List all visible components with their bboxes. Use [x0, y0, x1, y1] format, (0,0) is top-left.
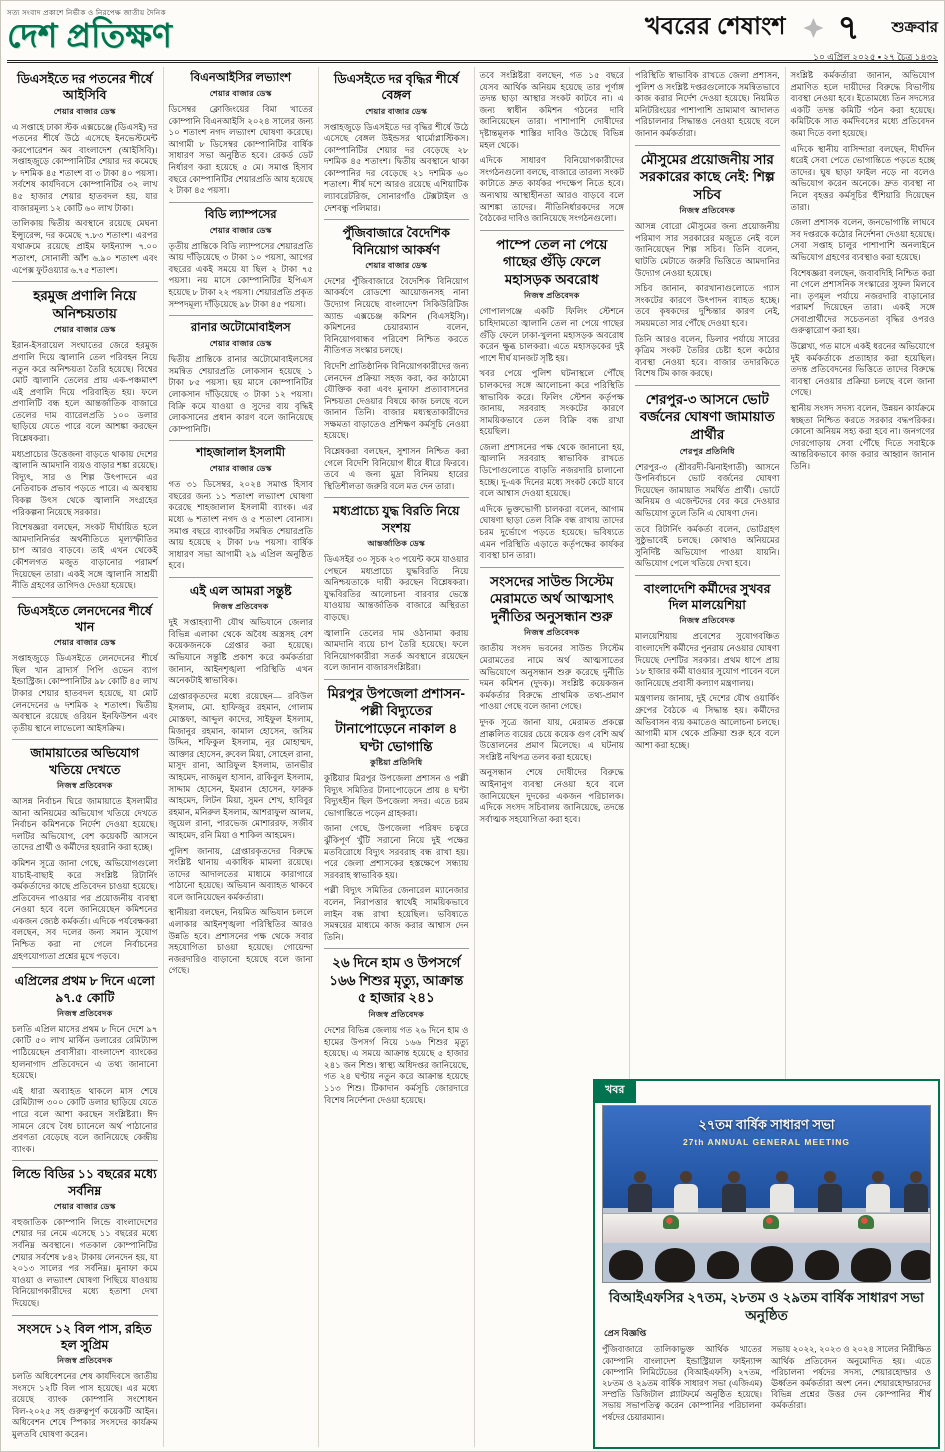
article-byline: আন্তর্জাতিক ডেস্ক	[367, 538, 425, 548]
article-byline: শেয়ার বাজার ডেস্ক	[53, 325, 116, 335]
audience-head	[901, 1250, 931, 1280]
article-byline: নিজস্ব প্রতিবেদক	[56, 780, 113, 790]
flower-bouquet	[858, 1215, 874, 1229]
article-byline: শেরপুর প্রতিনিধি	[679, 446, 735, 456]
article-byline: শেয়ার বাজার ডেস্ক	[53, 106, 116, 116]
photo-news-box	[593, 1079, 940, 1449]
article	[635, 145, 780, 380]
masthead	[7, 5, 938, 63]
article-byline: শেয়ার বাজার ডেস্ক	[365, 260, 428, 270]
article-byline: নিজস্ব প্রতিবেদক	[56, 1356, 113, 1366]
article	[169, 202, 314, 311]
article-paragraph: গত ৩১ ডিসেম্বর, ২০২৪ সমাপ্ত হিসাব বছরের জন্য ১১ শতাংশ লভ্যাংশ ঘোষণা করেছে শাহজালাল ইসলামী ব্যাংক। এর মধ্যে ৬ শতাংশ নগদ ও ৫ শতাংশ বোনাস। সমাপ্ত বছরে ব্যাংকটির সমন্বিত শেয়ারপ্রতি আয় হয়েছে ২ টাকা ৮৬ পয়সা। বার্ষিক সাধারণ সভা আগামী ২৯ এপ্রিল অনুষ্ঠিত হবে।	[168, 479, 313, 571]
article	[169, 315, 314, 435]
article	[12, 597, 158, 735]
article-paragraph: জ্বালানি তেলের দাম ওঠানামা করায় আমদানি ব্যয়ে চাপ তৈরি হয়েছে। ফলে বিনিয়োগকারীরা সতর্ক অবস্থানে রয়েছেন বলে জানান বাজারসংশ্লিষ্টরা।	[324, 627, 469, 673]
article-headline: ডিএসইতে লেনদেনের শীর্ষে খান	[17, 603, 152, 635]
article-paragraph: সংশ্লিষ্ট কর্মকর্তারা জানান, অভিযোগ প্রমাণিত হলে দায়ীদের বিরুদ্ধে বিভাগীয় ব্যবস্থা নেওয়া হবে। ইতোমধ্যে তিন সদস্যের একটি তদন্ত কমিটি গঠন করা হয়েছে। কমিটিকে সাত কর্মদিবসের মধ্যে প্রতিবেদন জমা দিতে বলা হয়েছে।	[790, 70, 935, 138]
article	[480, 567, 625, 826]
audience-head	[707, 1251, 739, 1279]
article	[12, 1160, 158, 1309]
article-paragraph: দুদক সূত্রে জানা যায়, মেরামত প্রকল্পে প্রাক্কলিত ব্যয়ের চেয়ে কয়েক গুণ বেশি অর্থ উত্তোলনের প্রমাণ মিলেছে। এ ঘটনায় সংশ্লিষ্ট নথিপত্র তলব করা হয়েছে।	[479, 717, 624, 762]
photo-box-headline: বিআইএফসির ২৭তম, ২৮তম ও ২৯তম বার্ষিক সাধারণ সভা অনুষ্ঠিত	[609, 1290, 924, 1324]
article-paragraph: বিশেষজ্ঞরা বলছেন, সংকট দীর্ঘায়িত হলে আমদানিনির্ভর অর্থনীতিতে মূল্যস্ফীতির চাপ আরও বাড়বে। তাই এখন থেকেই কৌশলগত মজুত বাড়ানোর পরামর্শ দিয়েছেন তারা। একই সঙ্গে জ্বালানি সাশ্রয়ী নীতি গ্রহণের তাগিদও দেওয়া হয়েছে।	[12, 522, 158, 591]
article-byline: নিজস্ব প্রতিবেদক	[679, 616, 736, 626]
photo-person	[673, 1171, 699, 1213]
article-headline: শেরপুর-৩ আসনে ভোট বর্জনের ঘোষণা জামায়াত প্রার্থীর	[639, 391, 775, 443]
article-paragraph: জাতীয় সংসদ ভবনের সাউন্ড সিস্টেম মেরামতের নামে অর্থ আত্মসাতের অভিযোগে অনুসন্ধান শুরু করেছে দুর্নীতি দমন কমিশন (দুদক)। সংশ্লিষ্ট কয়েকজন কর্মকর্তার বিরুদ্ধে প্রাথমিক তথ্য-প্রমাণ পাওয়া গেছে বলে জানা গেছে।	[479, 643, 624, 712]
photo-person	[903, 1171, 929, 1213]
day-name: শুক্রবার	[891, 19, 938, 36]
photo-box-body	[602, 1344, 931, 1422]
article-headline: জামায়াতের অভিযোগ খতিয়ে দেখতে	[30, 746, 140, 777]
article-headline: এপ্রিলের প্রথম ৮ দিনে এলো ৯৭.৫ কোটি	[14, 974, 155, 1005]
article-paragraph: ডিএসইর ৩০ সূচক ২৩ পয়েন্ট কমে যাওয়ার পেছনে মধ্যপ্রাচ্যে যুদ্ধবিরতি নিয়ে অনিশ্চয়তাকে দায়ী করছেন বিশ্লেষকরা। যুদ্ধবিরতির আলোচনা বারবার ভেস্তে যাওয়ায় আন্তর্জাতিক বাজারে অস্থিরতা বাড়ছে।	[324, 553, 469, 622]
masthead-left	[7, 5, 262, 54]
article-paragraph: ডিসেম্বর ক্লোজিংয়ের বিমা খাতের কোম্পানি বিএনআইসি ২০২৪ সালের জন্য ১০ শতাংশ নগদ লভ্যাংশ ঘোষণা করেছে। আগামী ৮ ডিসেম্বর কোম্পানিটির বার্ষিক সাধারণ সভা অনুষ্ঠিত হবে। রেকর্ড ডেট নির্ধারণ করা হয়েছে ৫ মে। সমাপ্ত হিসাব বছরে কোম্পানিটির শেয়ারপ্রতি আয় হয়েছে ২ টাকা ৪৫ পয়সা।	[168, 103, 313, 196]
article-headline: পুঁজিবাজারে বৈদেশিক বিনিয়োগ আকর্ষণ	[342, 226, 450, 257]
date-line: ১০ এপ্রিল ২০২৫ ▪ ২৭ চৈত্র ১৪৩২	[813, 52, 938, 62]
audience-head	[609, 1250, 643, 1280]
article-paragraph: এদিকে ভুক্তভোগী চালকরা বলেন, আগাম ঘোষণা ছাড়া তেল বিক্রি বন্ধ রাখায় তাদের চরম দুর্ভোগে পড়তে হয়েছে। ভবিষ্যতে এমন পরিস্থিতি এড়াতে কর্তৃপক্ষের কার্যকর ব্যবস্থা চান তারা।	[479, 503, 624, 561]
article	[791, 67, 936, 473]
article-paragraph: স্থানীয় সংসদ সদস্য বলেন, উন্নয়ন কার্যক্রমে স্বচ্ছতা নিশ্চিত করতে সরকার বদ্ধপরিকর। কোনো অনিয়ম সহ্য করা হবে না। জনগণের দোরগোড়ায় সেবা পৌঁছে দিতে সবাইকে আন্তরিকভাবে কাজ করার আহ্বান জানান তিনি।	[790, 403, 935, 471]
flower-bouquet	[763, 1215, 779, 1229]
article-byline: নিজস্ব প্রতিবেদক	[523, 628, 580, 638]
article-paragraph: জানা গেছে, উপজেলা পরিষদ চত্বরে ঝুঁকিপূর্ণ খুঁটি সরানো নিয়ে দুই পক্ষের মতবিরোধে বিদ্যুৎ সরবরাহ বন্ধ রাখা হয়। পরে জেলা প্রশাসকের হস্তক্ষেপে সন্ধ্যায় সরবরাহ স্বাভাবিক হয়।	[324, 823, 469, 880]
photo-person	[865, 1171, 891, 1213]
article-paragraph: পুলিশ জানায়, গ্রেপ্তারকৃতদের বিরুদ্ধে সংশ্লিষ্ট থানায় একাধিক মামলা রয়েছে। তাদের আদালতের মাধ্যমে কারাগারে পাঠানো হয়েছে। অভিযান অব্যাহত থাকবে বলে জানিয়েছেন কর্মকর্তারা।	[168, 845, 313, 902]
article-byline: নিজস্ব প্রতিবেদক	[56, 1008, 113, 1018]
masthead-right	[262, 5, 938, 65]
article-byline: শেয়ার বাজার ডেস্ক	[209, 225, 272, 235]
article-paragraph: দেশের বিভিন্ন জেলায় গত ২৬ দিনে হাম ও হামের উপসর্গ নিয়ে ১৬৬ শিশুর মৃত্যু হয়েছে। এ সময়ে আক্রান্ত হয়েছে ৫ হাজার ২৪১ জন শিশু। স্বাস্থ্য অধিদপ্তর জানিয়েছে, গত ২৪ ঘণ্টায় নতুন করে আক্রান্ত হয়েছে ১১৩ শিশু। টিকাদান কর্মসূচি জোরদারে বিশেষ নির্দেশনা দেওয়া হয়েছে।	[324, 1025, 469, 1105]
article	[169, 577, 314, 977]
photo-person	[817, 1171, 843, 1213]
column-2	[163, 67, 319, 1447]
article-byline: শেয়ার বাজার ডেস্ক	[209, 88, 272, 98]
article-paragraph: দুই সপ্তাহব্যাপী যৌথ অভিযানে জেলার বিভিন্ন এলাকা থেকে অবৈধ অস্ত্রসহ বেশ কয়েকজনকে গ্রেপ্তার করা হয়েছে। অভিযানে সন্তুষ্টি প্রকাশ করে কর্মকর্তারা জানান, আইনশৃঙ্খলা পরিস্থিতি এখন অনেকটাই স্বাভাবিক।	[168, 617, 313, 686]
article-paragraph: মালয়েশিয়ায় প্রবেশের সুযোগবঞ্চিত বাংলাদেশি কর্মীদের পুনরায় নেওয়ার ঘোষণা দিয়েছে দেশটির সরকার। প্রথম ধাপে প্রায় ১৮ হাজার কর্মী যাওয়ার সুযোগ পাবেন বলে জানিয়েছে প্রবাসী কল্যাণ মন্ত্রণালয়।	[635, 631, 780, 688]
article-paragraph: কুষ্টিয়ার মিরপুর উপজেলা প্রশাসন ও পল্লী বিদ্যুৎ সমিতির টানাপোড়েনে প্রায় ৪ ঘণ্টা বিদ্যুৎহীন ছিল উপজেলা সদর। এতে চরম ভোগান্তিতে পড়েন গ্রাহকরা।	[324, 773, 469, 818]
article-paragraph: সপ্তাহজুড়ে ডিএসইতে লেনদেনের শীর্ষে ছিল খান ব্রাদার্স পিপি ওভেন ব্যাগ ইন্ডাস্ট্রিজ। কোম্পানিটির ৯৮ কোটি ৪৫ লাখ টাকার শেয়ার হাতবদল হয়েছে, যা মোট লেনদেনের ৬ দশমিক ২ শতাংশ। দ্বিতীয় অবস্থানে রয়েছে ওরিয়ন ইনফিউশন এবং তৃতীয় স্থানে লাভেলো আইসক্রিম।	[12, 653, 158, 733]
article-headline: ডিএসইতে দর পতনের শীর্ষে আইসিবি	[17, 72, 153, 103]
article-byline: নিজস্ব প্রতিবেদক	[368, 1010, 425, 1020]
article-paragraph: মন্ত্রণালয় জানায়, দুই দেশের যৌথ ওয়ার্কিং গ্রুপের বৈঠকে এ সিদ্ধান্ত হয়। কর্মীদের অভিবাসন ব্যয় কমাতেও আলোচনা চলছে। আগামী মাস থেকে প্রক্রিয়া শুরু হবে বলে আশা করা হচ্ছে।	[635, 693, 780, 750]
photo-person	[721, 1171, 747, 1213]
article-paragraph: তবে রিটার্নিং কর্মকর্তা বলেন, ভোটগ্রহণ সুষ্ঠুভাবেই চলছে। কোথাও অনিয়মের সুনির্দিষ্ট অভিযোগ পাওয়া যায়নি। অভিযোগ পেলে খতিয়ে দেখা হবে।	[635, 523, 780, 569]
article-headline: রানার অটোমোবাইলস	[190, 322, 291, 335]
article-byline: শেয়ার বাজার ডেস্ক	[53, 638, 116, 648]
article-headline: পাম্পে তেল না পেয়ে গাছের গুঁড়ি ফেলে মহাসড়ক অবরোধ	[496, 236, 608, 287]
photo-box-byline: প্রেস বিজ্ঞপ্তি	[604, 1328, 647, 1339]
article-byline: শেয়ার বাজার ডেস্ক	[209, 464, 272, 474]
article	[12, 739, 158, 962]
article-paragraph: চলতি এপ্রিল মাসের প্রথম ৮ দিনে দেশে ৯৭ কোটি ৫০ লাখ মার্কিন ডলারের রেমিট্যান্স পাঠিয়েছেন প্রবাসীরা। বাংলাদেশ ব্যাংকের হালনাগাদ প্রতিবেদনে এ তথ্য জানানো হয়েছে।	[12, 1023, 158, 1081]
newspaper-logo: দেশ প্রতিক্ষণ	[7, 17, 172, 54]
article-headline: শাহজালাল ইসলামী	[196, 447, 286, 460]
article-paragraph: খবর পেয়ে পুলিশ ঘটনাস্থলে পৌঁছে চালকদের সঙ্গে আলোচনা করে পরিস্থিতি স্বাভাবিক করে। ফিলিং স্টেশন কর্তৃপক্ষ জানায়, সরবরাহ সংকটের কারণে সাময়িকভাবে তেল বিক্রি বন্ধ রাখা হয়েছিল।	[479, 368, 624, 437]
photo-person	[769, 1171, 795, 1213]
article	[12, 1315, 158, 1441]
article-paragraph: আসন্ন বোরো মৌসুমের জন্য প্রয়োজনীয় পরিমাণ সার সরকারের মজুতে নেই বলে জানিয়েছেন শিল্প সচিব। তিনি বলেন, ঘাটতি মেটাতে জরুরি ভিত্তিতে আমদানির উদ্যোগ নেওয়া হয়েছে।	[635, 221, 780, 278]
article-paragraph: চলতি অধিবেশনের শেষ কার্যদিবসে জাতীয় সংসদে ১২টি বিল পাস হয়েছে। এর মধ্যে রয়েছে ব্যাংক কোম্পানি সংশোধন বিল-২০২৫ সহ গুরুত্বপূর্ণ কয়েকটি আইন। অধিবেশন শেষে স্পিকার সংসদের কার্যক্রম মুলতবি ঘোষণা করেন।	[12, 1371, 158, 1439]
article	[169, 440, 314, 572]
flower-ornament-icon	[803, 18, 823, 38]
article-paragraph: তৃতীয় প্রান্তিকে বিডি ল্যাম্পসের শেয়ারপ্রতি আয় দাঁড়িয়েছে ৩ টাকা ১০ পয়সা, আগের বছরের একই সময়ে যা ছিল ২ টাকা ৭৫ পয়সা। নয় মাসে কোম্পানিটির ইপিএস হয়েছে ৮ টাকা ২২ পয়সা। শেয়ারপ্রতি প্রকৃত সম্পদমূল্য দাঁড়িয়েছে ৯৮ টাকা ৪৫ পয়সা।	[168, 240, 313, 309]
article-paragraph: বহুজাতিক কোম্পানি লিন্ডে বাংলাদেশের শেয়ার দর নেমে এসেছে ১১ বছরের মধ্যে সর্বনিম্ন অবস্থানে। গতকাল কোম্পানিটির শেয়ার সর্বশেষ ৮৪২ টাকায় লেনদেন হয়, যা ২০১৩ সালের পর সর্বনিম্ন। মুনাফা কমে যাওয়া ও লভ্যাংশ ঘোষণা পিছিয়ে যাওয়ায় বিনিয়োগকারীদের মধ্যে হতাশা দেখা দিয়েছে।	[12, 1216, 158, 1308]
article-paragraph: মধ্যপ্রাচ্যের উত্তেজনা বাড়তে থাকায় দেশের জ্বালানি আমদানি ব্যয়ও বাড়ার শঙ্কা রয়েছে। বিদ্যুৎ, সার ও শিল্প উৎপাদনে এর নেতিবাচক প্রভাব পড়তে পারে। এ অবস্থায় বিকল্প উৎস থেকে জ্বালানি সংগ্রহের পরিকল্পনা নিয়েছে সরকার।	[12, 448, 158, 517]
article-paragraph: এ সপ্তাহে ঢাকা স্টক এক্সচেঞ্জে (ডিএসই) দর পতনের শীর্ষে উঠে এসেছে ইনভেস্টমেন্ট করপোরেশন অব বাংলাদেশ (আইসিবি)। সপ্তাহজুড়ে কোম্পানিটির শেয়ার দর কমেছে ৮ দশমিক ৪৫ শতাংশ বা ৩ টাকা ৪০ পয়সা। সর্বশেষ কার্যদিবসে কোম্পানিটির ৩২ লাখ ৪৫ হাজার শেয়ার হাতবদল হয়, যার বাজারমূল্য ১২ কোটি ৬০ লাখ টাকা।	[12, 121, 158, 213]
article-headline: মৌসুমের প্রয়োজনীয় সার সরকারের কাছে নেই: শিল্প সচিব	[639, 151, 775, 202]
article-paragraph: আসন্ন নির্বাচন ঘিরে জামায়াতে ইসলামীর আনা অনিয়মের অভিযোগ খতিয়ে দেখতে নির্বাচন কমিশনকে নির্দেশ দেওয়া হয়েছে। দলটির অভিযোগ, বেশ কয়েকটি আসনে তাদের প্রার্থী ও কর্মীদের হয়রানি করা হচ্ছে।	[12, 795, 158, 853]
article-paragraph: উল্লেখ্য, গত মাসে একই ধরনের অভিযোগে দুই কর্মকর্তাকে প্রত্যাহার করা হয়েছিল। তদন্ত প্রতিবেদনের ভিত্তিতে তাদের বিরুদ্ধে ব্যবস্থা নেওয়ার প্রক্রিয়া চলছে বলে জানা গেছে।	[790, 341, 935, 398]
article-paragraph: বিশ্লেষকরা বলছেন, সুশাসন নিশ্চিত করা গেলে বিদেশি বিনিয়োগ ধীরে ধীরে ফিরবে। তবে এ জন্য মুদ্রা বিনিময় হারের স্থিতিশীলতা জরুরি বলে মত দেন তারা।	[324, 446, 469, 491]
banner-title: ২৭তম বার্ষিক সাধারণ সভা	[698, 1117, 835, 1132]
article-paragraph: শেরপুর-৩ (শ্রীবরদী-ঝিনাইগাতী) আসনে উপনির্বাচনে ভোট বর্জনের ঘোষণা দিয়েছেন জামায়াত সমর্থিত প্রার্থী। ভোটে অনিয়ম ও এজেন্টদের বের করে দেওয়ার অভিযোগ তুলে তিনি এ ঘোষণা দেন।	[635, 461, 780, 518]
article-headline: এই এল আমরা সন্তুষ্ট	[189, 583, 292, 598]
article-headline: ২৬ দিনে হাম ও উপসর্গে ১৬৬ শিশুর মৃত্যু, আক্রান্ত ৫ হাজার ২৪১	[329, 955, 464, 1006]
article-paragraph: কমিশন সূত্রে জানা গেছে, অভিযোগগুলো যাচাই-বাছাই করে সংশ্লিষ্ট রিটার্নিং কর্মকর্তাদের কাছে প্রতিবেদন চাওয়া হয়েছে। প্রতিবেদন পাওয়ার পর প্রয়োজনীয় ব্যবস্থা নেওয়া হবে বলে জানিয়েছেন কমিশনের একজন জ্যেষ্ঠ কর্মকর্তা। এদিকে পর্যবেক্ষকরা বলছেন, সব দলের জন্য সমান সুযোগ নিশ্চিত করা না গেলে নির্বাচনের গ্রহণযোগ্যতা প্রশ্নের মুখে পড়বে।	[12, 857, 158, 961]
article-paragraph: তিনি আরও বলেন, ডিলার পর্যায়ে সারের কৃত্রিম সংকট তৈরির চেষ্টা হলে কঠোর ব্যবস্থা নেওয়া হবে। বাজার তদারকিতে বিশেষ টিম কাজ করছে।	[635, 333, 780, 379]
photo-person	[627, 1171, 653, 1213]
article-paragraph: তবে সংশ্লিষ্টরা বলছেন, গত ১৫ বছরে যেসব আর্থিক অনিয়ম হয়েছে তার পূর্ণাঙ্গ তদন্ত ছাড়া আস্থার সংকট কাটবে না। এ জন্য স্বাধীন কমিশন গঠনের দাবি জানিয়েছেন তারা। পাশাপাশি দোষীদের দৃষ্টান্তমূলক শাস্তির দাবিও উঠেছে বিভিন্ন মহল থেকে।	[479, 70, 624, 150]
banner-subtitle: 27th ANNUAL GENERAL MEETING	[682, 1137, 851, 1147]
article	[635, 575, 780, 751]
meeting-photo	[602, 1105, 931, 1283]
article	[480, 67, 625, 225]
article-headline: ডিএসইতে দর বৃদ্ধির শীর্ষে বেঙ্গল	[333, 72, 459, 103]
article-headline: সংসদে ১২ বিল পাস, রহিত হল সুপ্রিম	[17, 1321, 152, 1352]
article	[635, 67, 780, 140]
article-paragraph: এদিকে স্থানীয় বাসিন্দারা বলছেন, দীর্ঘদিন ধরেই সেবা পেতে ভোগান্তিতে পড়তে হচ্ছে তাদের। ঘুষ ছাড়া ফাইল নড়ে না বলেও অভিযোগ করেন অনেকে। দ্রুত ব্যবস্থা না নিলে বৃহত্তর কর্মসূচির হুঁশিয়ারি দিয়েছেন তারা।	[790, 143, 935, 212]
article-headline: লিন্ডে বিডির ১১ বছরের মধ্যে সর্বনিম্ন	[12, 1167, 157, 1198]
article-headline: মিরপুর উপজেলা প্রশাসন-পল্লী বিদ্যুতের টানাপোড়েনে নাকাল ৪ ঘণ্টা ভোগান্তি	[327, 685, 465, 754]
article-paragraph: পরিস্থিতি স্বাভাবিক রাখতে জেলা প্রশাসন, পুলিশ ও সংশ্লিষ্ট দপ্তরগুলোকে সমন্বিতভাবে কাজ করার নির্দেশ দেওয়া হয়েছে। নিয়মিত মনিটরিংয়ের পাশাপাশি ভ্রাম্যমাণ আদালত পরিচালনার সিদ্ধান্তও নেওয়া হয়েছে বলে জানান কর্মকর্তারা।	[635, 70, 780, 138]
article-paragraph: সচিব জানান, কারখানাগুলোতে গ্যাস সংকটের কারণে উৎপাদন ব্যাহত হচ্ছে। তবে কৃষকদের দুশ্চিন্তার কারণ নেই, সময়মতো সার পৌঁছে দেওয়া হবে।	[635, 283, 780, 328]
article-byline: নিজস্ব প্রতিবেদক	[523, 291, 580, 301]
article-headline: সংসদের সাউন্ড সিস্টেম মেরামতে অর্থ আত্মসাৎ দুর্নীতির অনুসন্ধান শুরু	[489, 573, 614, 624]
article-byline: শেয়ার বাজার ডেস্ক	[209, 339, 272, 349]
article-paragraph: বিশেষজ্ঞরা বলছেন, জবাবদিহি নিশ্চিত করা না গেলে প্রশাসনিক সংস্কারের সুফল মিলবে না। তৃণমূল পর্যায়ে নজরদারি বাড়ানোর পরামর্শ দিয়েছেন তারা। একই সঙ্গে সেবাপ্রার্থীদের সচেতনতা বৃদ্ধির ওপরও গুরুত্বারোপ করা হয়।	[790, 267, 935, 336]
article-byline: কুষ্টিয়া প্রতিনিধি	[370, 758, 423, 768]
article-paragraph: অনুসন্ধান শেষে দোষীদের বিরুদ্ধে আইনানুগ ব্যবস্থা নেওয়া হবে বলে জানিয়েছেন দুদকের একজন পরিচালক। এদিকে সংসদ সচিবালয় জানিয়েছে, তদন্তে সর্বাত্মক সহযোগিতা করা হবে।	[479, 767, 624, 824]
article-paragraph: সপ্তাহজুড়ে ডিএসইতে দর বৃদ্ধির শীর্ষে উঠে এসেছে বেঙ্গল উইন্ডসর থার্মোপ্লাস্টিকস। কোম্পানিটির শেয়ার দর বেড়েছে ২৮ দশমিক ৪৫ শতাংশ। দ্বিতীয় অবস্থানে থাকা কোম্পানির দর বেড়েছে ২১ দশমিক ৬০ শতাংশ। শীর্ষ দশে আরও রয়েছে এশিয়াটিক ল্যাবরেটরিজ, সোনারগাঁও টেক্সটাইল ও দেশবন্ধু পলিমার।	[324, 121, 469, 213]
article	[169, 67, 314, 197]
article-paragraph: ইরান-ইসরায়েল সংঘাতের জেরে হরমুজ প্রণালি দিয়ে জ্বালানি তেল পরিবহন নিয়ে নতুন করে অনিশ্চয়তা তৈরি হয়েছে। বিশ্বের মোট জ্বালানি তেলের প্রায় এক-পঞ্চমাংশ এই প্রণালি দিয়ে পরিবাহিত হয়। ফলে প্রণালিটি বন্ধ হলে আন্তর্জাতিক বাজারে তেলের দাম ব্যারেলপ্রতি ১০০ ডলার ছাড়িয়ে যেতে পারে বলে আশঙ্কা করছেন বিশ্লেষকরা।	[12, 340, 158, 444]
article-paragraph: জেলা প্রশাসক বলেন, জনভোগান্তি লাঘবে সব দপ্তরকে কঠোর নির্দেশনা দেওয়া হয়েছে। সেবা সপ্তাহ চালুর পাশাপাশি অনলাইনে অভিযোগ গ্রহণের ব্যবস্থাও করা হয়েছে।	[790, 217, 935, 262]
audience-head	[655, 1248, 695, 1282]
article-paragraph: গোপালগঞ্জে একটি ফিলিং স্টেশনে চাহিদামতো জ্বালানি তেল না পেয়ে গাছের গুঁড়ি ফেলে ঢাকা-খুলনা মহাসড়ক অবরোধ করেন ক্ষুব্ধ চালকরা। এতে মহাসড়কের দুই পাশে দীর্ঘ যানজট সৃষ্টি হয়।	[479, 306, 624, 363]
photo-box-paragraph: পুঁজিবাজারে তালিকাভুক্ত আর্থিক খাতের কোম্পানি বাংলাদেশ ইন্ডাস্ট্রিয়াল ফাইন্যান্স কোম্পানি লিমিটেডের (বিআইএফসি) ২৭তম, ২৮তম ও ২৯তম বার্ষিক সাধারণ সভা (এজিএম) সম্প্রতি ডিজিটাল প্ল্যাটফর্মে অনুষ্ঠিত হয়েছে। সভায় সভাপতিত্ব করেন কোম্পানির পরিচালনা পর্ষদের চেয়ারম্যান।	[602, 1345, 762, 1422]
article-headline: হরমুজ প্রণালি নিয়ে অনিশ্চয়তায়	[33, 288, 137, 321]
article-paragraph: দেশের পুঁজিবাজারে বৈদেশিক বিনিয়োগ আকর্ষণে রোডশো আয়োজনসহ নানা উদ্যোগ নিয়েছে বাংলাদেশ সিকিউরিটিজ অ্যান্ড এক্সচেঞ্জ কমিশন (বিএসইসি)। কমিশনের চেয়ারম্যান বলেন, বিনিয়োগবান্ধব পরিবেশ নিশ্চিত করতে নীতিগত সংস্কার চলছে।	[324, 275, 469, 356]
article-paragraph: স্থানীয়রা বলছেন, নিয়মিত অভিযান চললে এলাকার আইনশৃঙ্খলা পরিস্থিতির আরও উন্নতি হবে। প্রশাসনের পক্ষ থেকে সবার সহযোগিতা চাওয়া হয়েছে। গোয়েন্দা নজরদারিও বাড়ানো হয়েছে বলে জানা গেছে।	[168, 907, 313, 976]
article	[324, 219, 469, 492]
audience-head	[805, 1250, 839, 1280]
photo-box-tab: খবর	[593, 1079, 636, 1103]
article-paragraph: গ্রেপ্তারকৃতদের মধ্যে রয়েছেন— রবিউল ইসলাম, মো. হাফিজুর রহমান, গোলাম মোস্তফা, আব্দুল কাদের, সাইফুল ইসলাম, মিজানুর রহমান, কামাল হোসেন, জসিম উদ্দিন, শফিকুল ইসলাম, নূর মোহাম্মদ, আক্তার হোসেন, রুবেল মিয়া, সোহেল রানা, মাসুদ রানা, আরিফুল ইসলাম, তানভীর আহমেদ, নাজমুল হাসান, রাকিবুল ইসলাম, সাদ্দাম হোসেন, ইমরান হোসেন, ফারুক আহমেদ, লিটন মিয়া, সুমন শেখ, হাবিবুর রহমান, মনিরুল ইসলাম, আশরাফুল আলম, জুয়েল রানা, পারভেজ মোশাররফ, সজীব আহমেদ, রনি মিয়া ও শাকিল আহমেদ।	[168, 690, 313, 840]
audience-head	[751, 1246, 793, 1282]
article-headline: বাংলাদেশি কর্মীদের সুখবর দিল মালয়েশিয়া	[644, 581, 771, 613]
article-paragraph: দ্বিতীয় প্রান্তিকে রানার অটোমোবাইলসের সমন্বিত শেয়ারপ্রতি লোকসান হয়েছে ১ টাকা ৮৫ পয়সা। ছয় মাসে কোম্পানিটির লোকসান দাঁড়িয়েছে ৩ টাকা ১২ পয়সা। বিক্রি কমে যাওয়া ও সুদের ব্যয় বৃদ্ধিই লোকসানের প্রধান কারণ বলে জানিয়েছে কোম্পানিটি।	[168, 354, 313, 434]
page-number: ৭	[837, 9, 860, 47]
article-paragraph: এদিকে সাধারণ বিনিয়োগকারীদের সংগঠনগুলো বলছে, বাজারে তারল্য সংকট কাটাতে দ্রুত কার্যকর পদক্ষেপ নিতে হবে। অন্যথায় আস্থাহীনতা আরও বাড়বে বলে আশঙ্কা তাদের। নীতিনির্ধারকদের সঙ্গে বৈঠকের দাবিও জানিয়েছে সংগঠনগুলো।	[479, 155, 624, 224]
masthead-tagline: সত্য সংবাদ প্রকাশে নির্ভীক ও নিরপেক্ষ জাতীয় দৈনিক	[7, 9, 166, 17]
article	[324, 679, 469, 944]
photo-box-paragraph: সভায় ২০২২, ২০২৩ ও ২০২৪ সালের নিরীক্ষিত আর্থিক প্রতিবেদন অনুমোদিত হয়। এতে পরিচালনা পর্ষদের সদস্য, শেয়ারহোল্ডার ও ঊর্ধ্বতন কর্মকর্তারা অংশ নেন। শেয়ারহোল্ডারদের বিভিন্ন প্রশ্নের উত্তর দেন কোম্পানির শীর্ষ কর্মকর্তারা।	[771, 1345, 931, 1411]
article	[12, 67, 158, 276]
article	[12, 281, 158, 592]
article-byline: নিজস্ব প্রতিবেদক	[212, 602, 269, 612]
section-title: খবরের শেষাংশ	[644, 13, 786, 40]
article-byline: শেয়ার বাজার ডেস্ক	[53, 1201, 116, 1211]
article	[480, 230, 625, 562]
article	[324, 67, 469, 214]
article-paragraph: বিদেশি প্রাতিষ্ঠানিক বিনিয়োগকারীদের জন্য লেনদেন প্রক্রিয়া সহজ করা, কর কাঠামো যৌক্তিক করা এবং মুনাফা প্রত্যাবাসনের নিশ্চয়তা দেওয়ার বিষয়ে কাজ চলছে বলে জানান তিনি। বাজার মধ্যস্থতাকারীদের সক্ষমতা বাড়াতেও প্রশিক্ষণ কর্মসূচি নেওয়া হয়েছে।	[324, 360, 469, 441]
article-paragraph: জেলা প্রশাসনের পক্ষ থেকে জানানো হয়, জ্বালানি সরবরাহ স্বাভাবিক রাখতে ডিপোগুলোতে বাড়তি নজরদারি চালানো হচ্ছে। দু-এক দিনের মধ্যে সংকট কেটে যাবে বলে আশ্বাস দেওয়া হয়েছে।	[479, 441, 624, 499]
flower-bouquet	[663, 1215, 679, 1229]
article	[324, 497, 469, 673]
article	[12, 967, 158, 1155]
article-paragraph: পল্লী বিদ্যুৎ সমিতির জেনারেল ম্যানেজার বলেন, নিরাপত্তার স্বার্থেই সাময়িকভাবে লাইন বন্ধ রাখা হয়েছিল। ভবিষ্যতে সমন্বয়ের মাধ্যমে কাজ করার আশ্বাস দেন তিনি।	[324, 885, 469, 942]
article-headline: বিডি ল্যাম্পসের	[204, 208, 277, 221]
article-paragraph: তালিকায় দ্বিতীয় অবস্থানে রয়েছে মেঘনা ইন্স্যুরেন্স, দর কমেছে ৭.৮৩ শতাংশ। এরপর যথাক্রমে রয়েছে প্রাইম ফাইন্যান্স ৭.০০ শতাংশ, সোনালী আঁশ ৬.৯০ শতাংশ এবং এপেক্স ফুটওয়্যার ৬.৭৫ শতাংশ।	[12, 218, 158, 275]
article-headline: মধ্যপ্রাচ্যে যুদ্ধ বিরতি নিয়ে সংশয়	[333, 504, 460, 535]
article-byline: শেয়ার বাজার ডেস্ক	[365, 106, 428, 116]
article-byline: নিজস্ব প্রতিবেদক	[679, 206, 736, 216]
audience-head	[851, 1248, 891, 1282]
article-paragraph: এই ধারা অব্যাহত থাকলে মাস শেষে রেমিট্যান্স ৩০০ কোটি ডলার ছাড়িয়ে যেতে পারে বলে আশা করছেন সংশ্লিষ্টরা। ঈদ সামনে রেখে বৈধ চ্যানেলে অর্থ পাঠানোর প্রবণতা বেড়েছে বলে জানিয়েছে কেন্দ্রীয় ব্যাংক।	[12, 1085, 158, 1154]
article-headline: বিএনআইসির লভ্যাংশ	[190, 72, 292, 84]
article	[635, 385, 780, 570]
column-1	[7, 67, 163, 1447]
column-3	[318, 67, 474, 1447]
article	[324, 948, 469, 1106]
